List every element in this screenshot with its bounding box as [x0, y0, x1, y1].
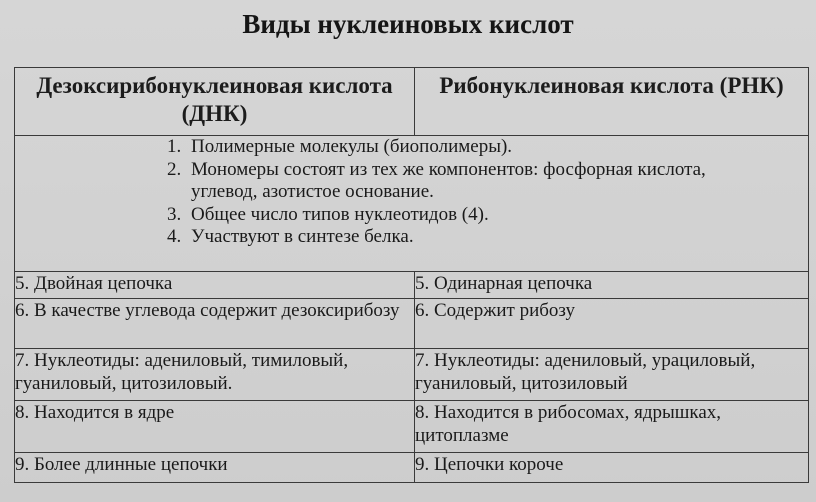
header-dna: Дезоксирибонуклеиновая кислота (ДНК)	[15, 68, 415, 136]
shared-item-text: Полимерные молекулы (биополимеры).	[191, 136, 513, 157]
rna-cell: 9. Цепочки короче	[415, 453, 809, 483]
table-row	[15, 453, 809, 483]
table-row	[15, 299, 809, 349]
shared-item-text: Общее число типов нуклеотидов (4).	[191, 203, 489, 225]
shared-properties-row	[15, 136, 809, 272]
document-title: Виды нуклеиновых кислот	[242, 9, 574, 39]
shared-item	[15, 159, 808, 204]
table-header-row	[15, 68, 809, 136]
shared-item-number: 2.	[167, 158, 182, 180]
shared-item-number: 1.	[167, 136, 182, 157]
rna-cell: 8. Находится в рибосомах, ядрышках, цитоплазме	[415, 401, 809, 453]
shared-item-number: 3.	[167, 203, 182, 225]
dna-cell: 6. В качестве углевода содержит дезоксирибозу	[15, 299, 415, 349]
shared-item	[15, 226, 808, 249]
header-rna: Рибонуклеиновая кислота (РНК)	[415, 68, 809, 136]
shared-item	[15, 204, 808, 227]
shared-properties-list	[15, 136, 808, 249]
dna-cell: 9. Более длинные цепочки	[15, 453, 415, 483]
shared-item	[15, 136, 808, 159]
shared-item-text: Мономеры состоят из тех же компонентов: фосфорная кислота, углевод, азотистое основание.	[191, 158, 706, 202]
rna-cell: 7. Нуклеотиды: адениловый, урациловый, гуаниловый, цитозиловый	[415, 349, 809, 401]
table-row	[15, 349, 809, 401]
shared-item-text: Участвуют в синтезе белка.	[191, 226, 414, 247]
table-row	[15, 272, 809, 299]
dna-cell: 7. Нуклеотиды: адениловый, тимиловый, гуаниловый, цитозиловый.	[15, 349, 415, 401]
dna-cell: 8. Находится в ядре	[15, 401, 415, 453]
rna-cell: 6. Содержит рибозу	[415, 299, 809, 349]
dna-cell: 5. Двойная цепочка	[15, 272, 415, 299]
nucleic-acids-table	[14, 67, 809, 483]
shared-item-number: 4.	[167, 226, 182, 247]
rna-cell: 5. Одинарная цепочка	[415, 272, 809, 299]
shared-properties-cell	[15, 136, 809, 272]
table-row	[15, 401, 809, 453]
